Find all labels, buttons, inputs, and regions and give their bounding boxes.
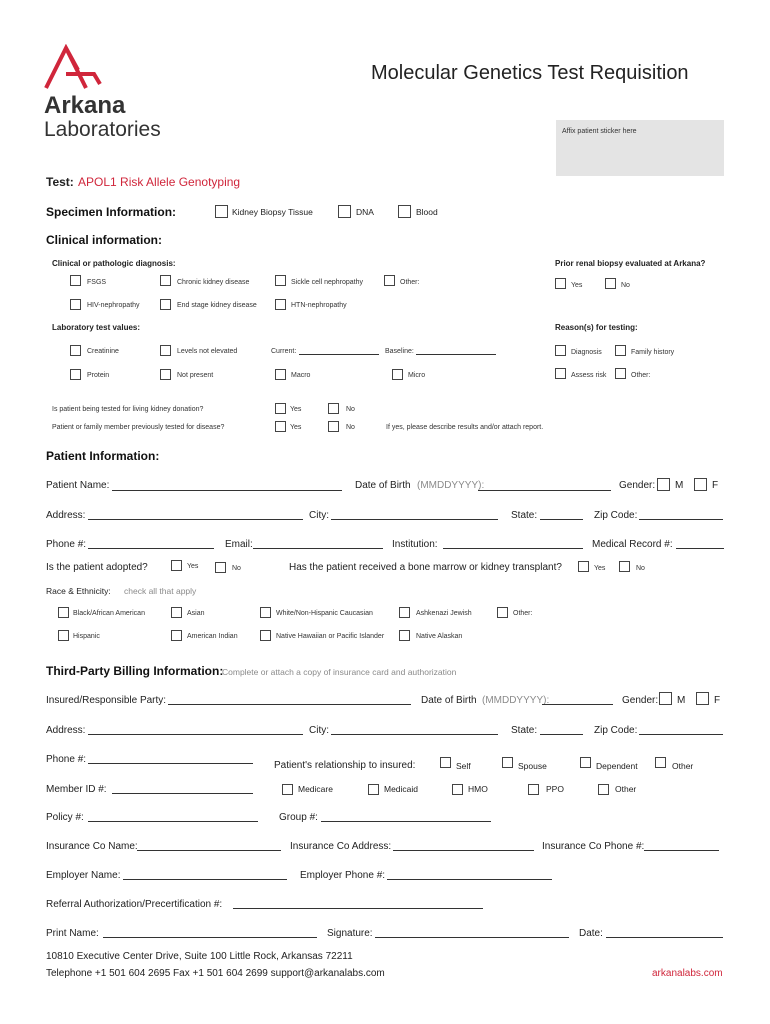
lab-not-present-label: Not present [177, 372, 214, 379]
patient-zip-field[interactable] [639, 519, 723, 520]
date-field[interactable] [606, 937, 723, 938]
test-value: APOL1 Risk Allele Genotyping [78, 175, 241, 189]
lab-micro-checkbox[interactable] [392, 369, 403, 380]
specimen-kidney-checkbox[interactable] [215, 205, 228, 218]
print-name-field[interactable] [103, 937, 317, 938]
specimen-blood-label: Blood [416, 207, 438, 217]
donor-yes-checkbox[interactable] [275, 403, 286, 414]
patient-address-label: Address: [46, 510, 86, 521]
patient-address-field[interactable] [88, 519, 303, 520]
brand-sub: Laboratories [44, 118, 161, 141]
reason-other-checkbox[interactable] [615, 368, 626, 379]
plan-ppo-checkbox[interactable] [528, 784, 539, 795]
lab-values-label: Laboratory test values: [52, 323, 141, 332]
lab-creatinine-checkbox[interactable] [70, 345, 81, 356]
patient-gender-label: Gender: [619, 480, 656, 491]
adopted-yes-checkbox[interactable] [171, 560, 182, 571]
donor-no-label: No [346, 406, 355, 413]
billing-zip-field[interactable] [639, 734, 723, 735]
patient-zip-label: Zip Code: [594, 510, 638, 521]
diag-esrd-label: End stage kidney disease [177, 302, 257, 309]
rel-spouse-checkbox[interactable] [502, 757, 513, 768]
patient-city-field[interactable] [331, 519, 498, 520]
billing-city-field[interactable] [331, 734, 498, 735]
specimen-heading: Specimen Information: [46, 205, 177, 219]
family-yes-label: Yes [290, 424, 302, 431]
plan-hmo-checkbox[interactable] [452, 784, 463, 795]
plan-medicaid-checkbox[interactable] [368, 784, 379, 795]
billing-hint: Complete or attach a copy of insurance card and authorization [222, 667, 457, 677]
ins-phone-label: Insurance Co Phone #: [542, 841, 645, 852]
ins-name-label: Insurance Co Name: [46, 841, 138, 852]
diag-htn-checkbox[interactable] [275, 299, 286, 310]
patient-mrn-label: Medical Record #: [592, 539, 673, 550]
reason-family-checkbox[interactable] [615, 345, 626, 356]
plan-hmo-label: HMO [468, 784, 488, 794]
race-black-label: Black/African American [73, 610, 145, 617]
patient-heading: Patient Information: [46, 449, 160, 463]
billing-phone-label: Phone #: [46, 754, 87, 765]
rel-other-checkbox[interactable] [655, 757, 666, 768]
employer-label: Employer Name: [46, 870, 121, 881]
plan-medicaid-label: Medicaid [384, 784, 419, 794]
employer-phone-field[interactable] [387, 879, 552, 880]
billing-gender-f-label: F [714, 695, 721, 706]
lab-current-field[interactable] [299, 354, 379, 355]
reason-risk-label: Assess risk [571, 372, 607, 379]
race-hispanic-checkbox[interactable] [58, 630, 69, 641]
patient-state-label: State: [511, 510, 538, 521]
donor-question: Is patient being tested for living kidney donation? [52, 406, 204, 413]
rel-self-label: Self [456, 761, 471, 771]
reasons-label: Reason(s) for testing: [555, 323, 638, 332]
member-id-field[interactable] [112, 793, 253, 794]
race-other-label: Other: [513, 610, 533, 617]
group-label: Group #: [279, 812, 318, 823]
policy-label: Policy #: [46, 812, 84, 823]
transplant-no-label: No [636, 565, 645, 572]
family-no-label: No [346, 424, 355, 431]
policy-field[interactable] [88, 821, 258, 822]
billing-gender-m-checkbox[interactable] [659, 692, 672, 705]
race-alaskan-checkbox[interactable] [399, 630, 410, 641]
specimen-dna-label: DNA [356, 207, 374, 217]
signature-field[interactable] [375, 937, 569, 938]
lab-baseline-field[interactable] [416, 354, 496, 355]
specimen-dna-checkbox[interactable] [338, 205, 351, 218]
lab-creatinine-label: Creatinine [87, 348, 119, 355]
billing-heading: Third-Party Billing Information: [46, 664, 224, 678]
arkana-logo-mark [44, 44, 104, 92]
family-no-checkbox[interactable] [328, 421, 339, 432]
prior-yes-label: Yes [571, 282, 583, 289]
race-black-checkbox[interactable] [58, 607, 69, 618]
patient-gender-f-label: F [712, 480, 719, 491]
diag-hiv-checkbox[interactable] [70, 299, 81, 310]
signature-label: Signature: [327, 928, 373, 939]
reason-diagnosis-checkbox[interactable] [555, 345, 566, 356]
lab-current-label: Current: [271, 348, 297, 355]
rel-other-label: Other [672, 761, 694, 771]
print-name-label: Print Name: [46, 928, 99, 939]
sticker-label: Affix patient sticker here [562, 128, 637, 135]
diag-htn-label: HTN-nephropathy [291, 302, 347, 309]
member-id-label: Member ID #: [46, 784, 107, 795]
lab-not-elevated-label: Levels not elevated [177, 348, 238, 355]
patient-city-label: City: [309, 510, 329, 521]
rel-dependent-label: Dependent [596, 761, 638, 771]
ins-phone-field[interactable] [644, 850, 719, 851]
reason-family-label: Family history [631, 349, 675, 356]
billing-dob-label: Date of Birth [421, 695, 477, 706]
billing-dob-field[interactable] [542, 704, 613, 705]
family-tested-question: Patient or family member previously tested for disease? [52, 424, 225, 431]
patient-gender-f-checkbox[interactable] [694, 478, 707, 491]
diag-hiv-label: HIV-nephropathy [87, 302, 140, 309]
rel-self-checkbox[interactable] [440, 757, 451, 768]
adopted-yes-label: Yes [187, 563, 199, 570]
race-ashkenazi-checkbox[interactable] [399, 607, 410, 618]
relationship-label: Patient's relationship to insured: [274, 760, 416, 771]
clinical-heading: Clinical information: [46, 233, 163, 247]
transplant-yes-checkbox[interactable] [578, 561, 589, 572]
diag-esrd-checkbox[interactable] [160, 299, 171, 310]
donor-yes-label: Yes [290, 406, 302, 413]
diag-sickle-checkbox[interactable] [275, 275, 286, 286]
race-white-label: White/Non-Hispanic Caucasian [276, 610, 373, 617]
referral-label: Referral Authorization/Precertification #: [46, 899, 223, 910]
patient-email-field[interactable] [253, 548, 383, 549]
race-hispanic-label: Hispanic [73, 633, 100, 640]
billing-gender-m-label: M [677, 695, 686, 706]
patient-phone-label: Phone #: [46, 539, 87, 550]
patient-email-label: Email: [225, 539, 253, 550]
specimen-blood-checkbox[interactable] [398, 205, 411, 218]
prior-no-label: No [621, 282, 630, 289]
employer-phone-label: Employer Phone #: [300, 870, 386, 881]
plan-ppo-label: PPO [546, 784, 564, 794]
reason-risk-checkbox[interactable] [555, 368, 566, 379]
race-white-checkbox[interactable] [260, 607, 271, 618]
footer-web-link[interactable]: arkanalabs.com [652, 968, 723, 979]
billing-gender-f-checkbox[interactable] [696, 692, 709, 705]
patient-state-field[interactable] [540, 519, 583, 520]
adopted-no-checkbox[interactable] [215, 562, 226, 573]
transplant-yes-label: Yes [594, 565, 606, 572]
plan-medicare-checkbox[interactable] [282, 784, 293, 795]
transplant-no-checkbox[interactable] [619, 561, 630, 572]
patient-mrn-field[interactable] [676, 548, 724, 549]
lab-protein-checkbox[interactable] [70, 369, 81, 380]
rel-spouse-label: Spouse [518, 761, 547, 771]
plan-other-label: Other [615, 784, 637, 794]
patient-dob-field[interactable] [478, 490, 611, 491]
billing-address-field[interactable] [88, 734, 303, 735]
race-other-checkbox[interactable] [497, 607, 508, 618]
lab-macro-label: Macro [291, 372, 311, 379]
patient-dob-format: (MMDDYYYY): [417, 480, 485, 491]
reason-other-label: Other: [631, 372, 651, 379]
diag-ckd-label: Chronic kidney disease [177, 279, 250, 286]
race-label: Race & Ethnicity: [46, 586, 111, 596]
patient-name-label: Patient Name: [46, 480, 110, 491]
billing-phone-field[interactable] [88, 763, 253, 764]
billing-address-label: Address: [46, 725, 86, 736]
diag-other-label: Other: [400, 279, 420, 286]
page-title: Molecular Genetics Test Requisition [371, 62, 689, 84]
billing-state-label: State: [511, 725, 538, 736]
clinical-diag-label: Clinical or pathologic diagnosis: [52, 259, 176, 268]
lab-not-present-checkbox[interactable] [160, 369, 171, 380]
rel-dependent-checkbox[interactable] [580, 757, 591, 768]
diag-other-checkbox[interactable] [384, 275, 395, 286]
ins-name-field[interactable] [137, 850, 281, 851]
plan-medicare-label: Medicare [298, 784, 333, 794]
billing-dob-format: (MMDDYYYY): [482, 695, 550, 706]
footer-contact: Telephone +1 501 604 2695 Fax +1 501 604 2699 support@arkanalabs.com [46, 968, 385, 979]
lab-protein-label: Protein [87, 372, 110, 379]
reason-diagnosis-label: Diagnosis [571, 349, 602, 356]
date-label: Date: [579, 928, 603, 939]
adopted-no-label: No [232, 565, 241, 572]
specimen-kidney-label: Kidney Biopsy Tissue [232, 207, 313, 217]
adopted-question: Is the patient adopted? [46, 562, 148, 573]
race-alaskan-label: Native Alaskan [416, 633, 463, 640]
employer-field[interactable] [123, 879, 287, 880]
footer-address: 10810 Executive Center Drive, Suite 100 Little Rock, Arkansas 72211 [46, 951, 353, 962]
prior-biopsy-label: Prior renal biopsy evaluated at Arkana? [555, 259, 706, 268]
race-hawaiian-checkbox[interactable] [260, 630, 271, 641]
arkana-logo [44, 44, 194, 144]
patient-gender-m-label: M [675, 480, 684, 491]
if-yes-note: If yes, please describe results and/or attach report. [386, 424, 544, 431]
race-hint: check all that apply [124, 586, 197, 596]
group-field[interactable] [321, 821, 491, 822]
diag-fsgs-checkbox[interactable] [70, 275, 81, 286]
ins-addr-field[interactable] [393, 850, 534, 851]
lab-baseline-label: Baseline: [385, 348, 414, 355]
patient-dob-label: Date of Birth [355, 480, 411, 491]
diag-sickle-label: Sickle cell nephropathy [291, 279, 363, 286]
billing-zip-label: Zip Code: [594, 725, 638, 736]
lab-micro-label: Micro [408, 372, 426, 379]
prior-yes-checkbox[interactable] [555, 278, 566, 289]
race-american-indian-checkbox[interactable] [171, 630, 182, 641]
billing-gender-label: Gender: [622, 695, 659, 706]
brand-name: Arkana [44, 92, 126, 119]
patient-institution-label: Institution: [392, 539, 438, 550]
race-asian-label: Asian [187, 610, 205, 617]
insured-label: Insured/Responsible Party: [46, 695, 167, 706]
insured-field[interactable] [168, 704, 411, 705]
lab-not-elevated-checkbox[interactable] [160, 345, 171, 356]
patient-institution-field[interactable] [443, 548, 583, 549]
diag-ckd-checkbox[interactable] [160, 275, 171, 286]
transplant-question: Has the patient received a bone marrow or kidney transplant? [289, 562, 562, 573]
race-asian-checkbox[interactable] [171, 607, 182, 618]
family-yes-checkbox[interactable] [275, 421, 286, 432]
billing-city-label: City: [309, 725, 329, 736]
referral-field[interactable] [233, 908, 483, 909]
ins-addr-label: Insurance Co Address: [290, 841, 392, 852]
lab-macro-checkbox[interactable] [275, 369, 286, 380]
donor-no-checkbox[interactable] [328, 403, 339, 414]
prior-no-checkbox[interactable] [605, 278, 616, 289]
race-ashkenazi-label: Ashkenazi Jewish [416, 610, 472, 617]
race-hawaiian-label: Native Hawaiian or Pacific Islander [276, 633, 385, 640]
billing-state-field[interactable] [540, 734, 583, 735]
patient-gender-m-checkbox[interactable] [657, 478, 670, 491]
race-american-indian-label: American Indian [187, 633, 238, 640]
patient-name-field[interactable] [112, 490, 342, 491]
diag-fsgs-label: FSGS [87, 279, 107, 286]
test-label: Test: [46, 175, 74, 189]
patient-phone-field[interactable] [88, 548, 214, 549]
plan-other-checkbox[interactable] [598, 784, 609, 795]
